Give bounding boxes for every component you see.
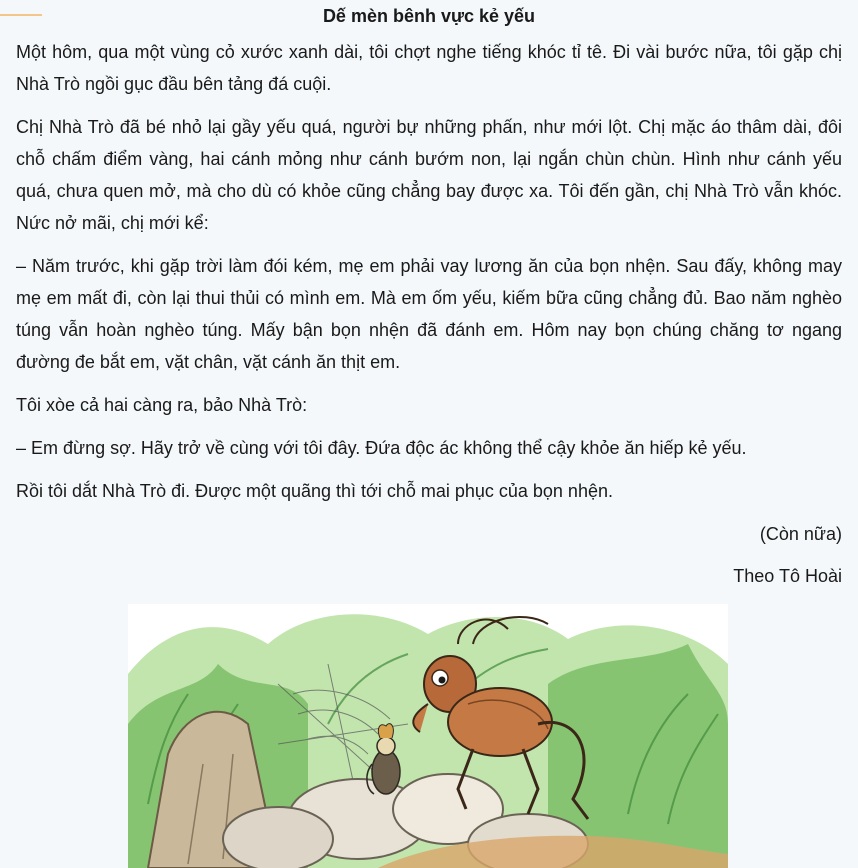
story-content bbox=[16, 0, 842, 602]
paragraph-1: Một hôm, qua một vùng cỏ xước xanh dài, tôi chợt nghe tiếng khóc tỉ tê. Đi vài bước nữa, tôi gặp chị Nhà Trò ngồi gục đầu bên tảng đá cuội. bbox=[16, 42, 842, 94]
boulder-3 bbox=[223, 807, 333, 868]
paragraph-2: Chị Nhà Trò đã bé nhỏ lại gầy yếu quá, người bự những phấn, như mới lột. Chị mặc áo thâm dài, đôi chỗ chấm điểm vàng, hai cánh mỏng như cánh bướm non, lại ngắn chùn chùn. Hình như cánh yếu quá, chưa quen mở, mà cho dù có khỏe cũng chẳng bay được xa. Tôi đến gần, chị Nhà Trò vẫn khóc. Nức nở mãi, chị mới kể: bbox=[16, 117, 842, 233]
story-title: Dế mèn bênh vực kẻ yếu bbox=[322, 6, 536, 26]
continued-note: (Còn nữa) bbox=[759, 524, 842, 544]
paragraph-4: Tôi xòe cả hai càng ra, bảo Nhà Trò: bbox=[16, 395, 308, 415]
author-credit: Theo Tô Hoài bbox=[733, 566, 842, 586]
paragraph-3: – Năm trước, khi gặp trời làm đói kém, mẹ em phải vay lương ăn của bọn nhện. Sau đấy, không may mẹ em mất đi, còn lại thui thủi có mình em. Mà em ốm yếu, kiếm bữa cũng chẳng đủ. Bao năm nghèo túng vẫn hoàn nghèo túng. Mấy bận bọn nhện đã đánh em. Hôm nay bọn chúng chăng tơ ngang đường đe bắt em, vặt chân, vặt cánh ăn thịt em. bbox=[16, 256, 842, 372]
paragraph-6: Rồi tôi dắt Nhà Trò đi. Được một quãng thì tới chỗ mai phục của bọn nhện. bbox=[16, 481, 613, 501]
illustration-svg bbox=[128, 604, 728, 868]
paragraph-5: – Em đừng sợ. Hãy trở về cùng với tôi đây. Đứa độc ác không thể cậy khỏe ăn hiếp kẻ yếu. bbox=[16, 438, 747, 458]
story-illustration bbox=[128, 604, 728, 868]
